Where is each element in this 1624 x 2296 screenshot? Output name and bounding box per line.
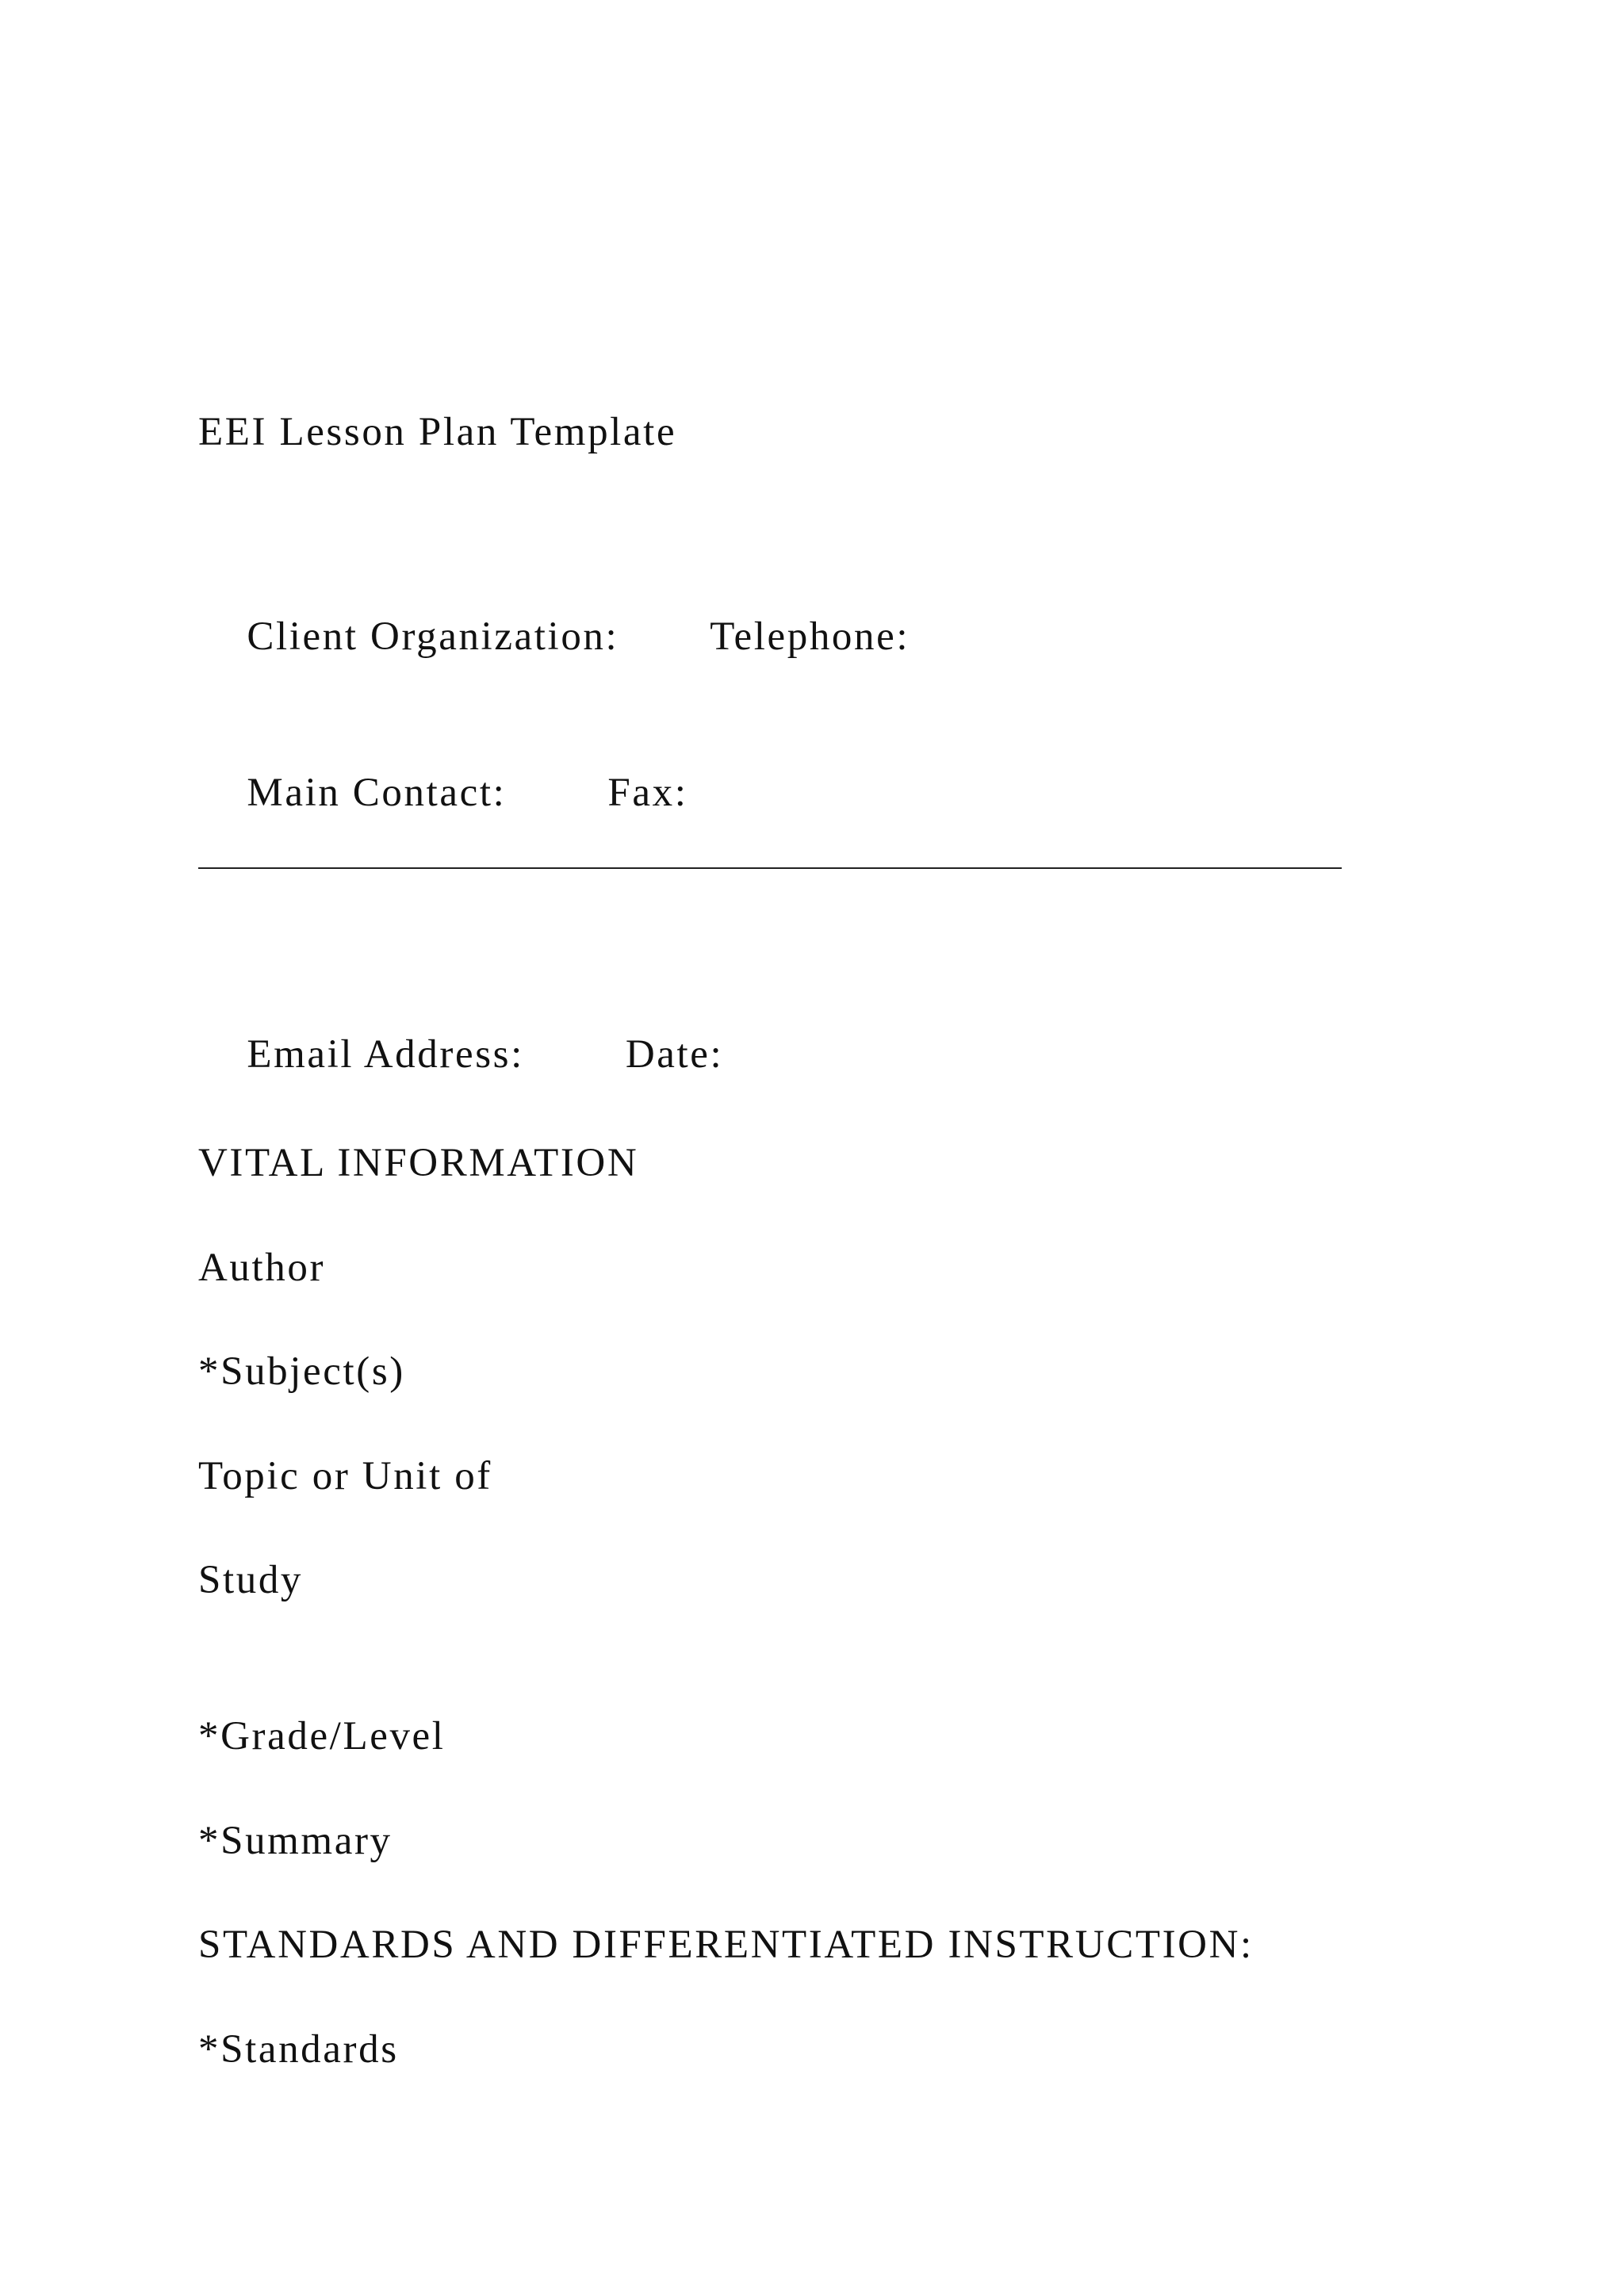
contact-fax-row: [198, 721, 688, 864]
author-label: Author: [198, 1246, 326, 1290]
client-organization-label: Client Organization:: [247, 614, 619, 659]
email-date-row: [198, 983, 723, 1126]
email-address-label: Email Address:: [247, 1032, 524, 1077]
telephone-label: Telephone:: [710, 614, 910, 659]
fax-label: Fax:: [607, 771, 688, 815]
client-telephone-row: [198, 565, 910, 708]
date-label: Date:: [625, 1032, 724, 1077]
standards-label: *Standards: [198, 2027, 399, 2072]
vital-information-heading: VITAL INFORMATION: [198, 1141, 639, 1185]
standards-heading: STANDARDS AND DIFFERENTIATED INSTRUCTION:: [198, 1923, 1254, 1967]
topic-label-line2: Study: [198, 1558, 304, 1602]
subjects-label: *Subject(s): [198, 1349, 405, 1394]
grade-level-label: *Grade/Level: [198, 1714, 446, 1758]
summary-label: *Summary: [198, 1819, 393, 1863]
topic-label-line1: Topic or Unit of: [198, 1454, 492, 1498]
separator-rule: [198, 867, 1342, 869]
document-title: EEI Lesson Plan Template: [198, 410, 677, 454]
main-contact-label: Main Contact:: [247, 771, 507, 815]
